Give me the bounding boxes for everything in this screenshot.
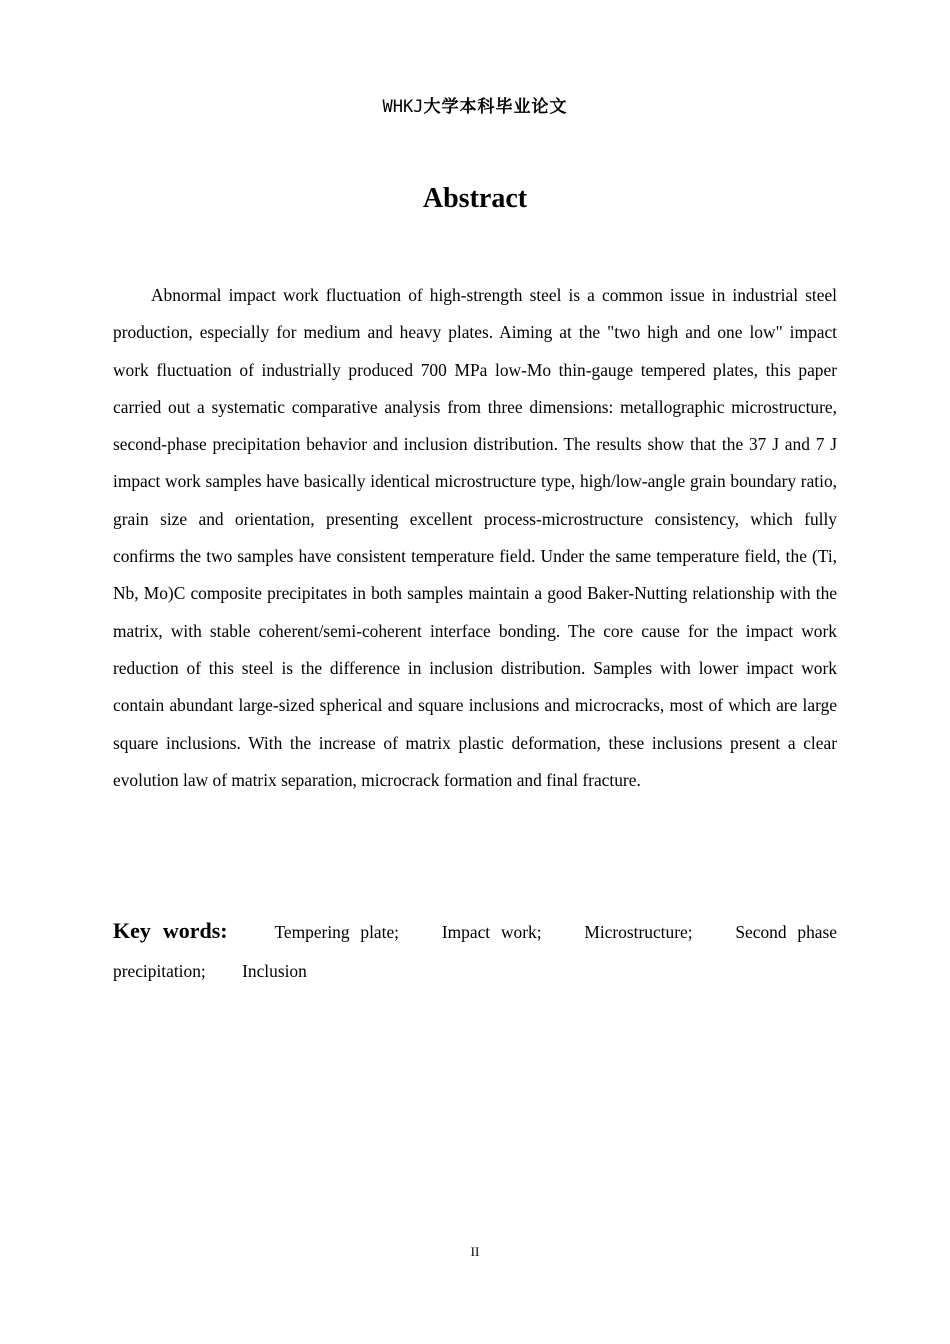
keyword-item: Tempering plate; <box>274 922 400 942</box>
keyword-item: Impact work; <box>441 922 542 942</box>
page-number: II <box>470 1244 480 1259</box>
keyword-item: Inclusion <box>242 961 307 981</box>
keyword-item: Microstructure; <box>584 922 693 942</box>
keywords-label: Key words: <box>113 918 228 943</box>
keyword-item: Second phase precipitation; <box>113 922 837 981</box>
header-cjk: 大学本科毕业论文 <box>423 97 568 117</box>
abstract-body: Abnormal impact work fluctuation of high-strength steel is a common issue in industrial steel production, especially for medium and heavy plates. Aiming at the "two high and one low" impact work fluctuation of industrially produced 700 MPa low-Mo thin-gauge tempered plates, this paper carried out a systematic comparative analysis from three dimensions: metallographic microstructure, second-phase precipitation behavior and inclusion distribution. The results show that the 37 J and 7 J impact work samples have basically identical microstructure type, high/low-angle grain boundary ratio, grain size and orientation, presenting excellent process-microstructure consistency, which fully confirms the two samples have consistent temperature field. Under the same temperature field, the (Ti, Nb, Mo)C composite precipitates in both samples maintain a good Baker-Nutting relationship with the matrix, with stable coherent/semi-coherent interface bonding. The core cause for the impact work reduction of this steel is the difference in inclusion distribution. Samples with lower impact work contain abundant large-sized spherical and square inclusions and microcracks, most of which are large square inclusions. With the increase of matrix plastic deformation, these inclusions present a clear evolution law of matrix separation, microcrack formation and final fracture. <box>113 285 837 790</box>
keywords-paragraph <box>113 911 837 991</box>
header-latin: WHKJ <box>382 97 424 117</box>
abstract-title: Abstract <box>422 183 528 214</box>
running-header <box>0 94 950 120</box>
